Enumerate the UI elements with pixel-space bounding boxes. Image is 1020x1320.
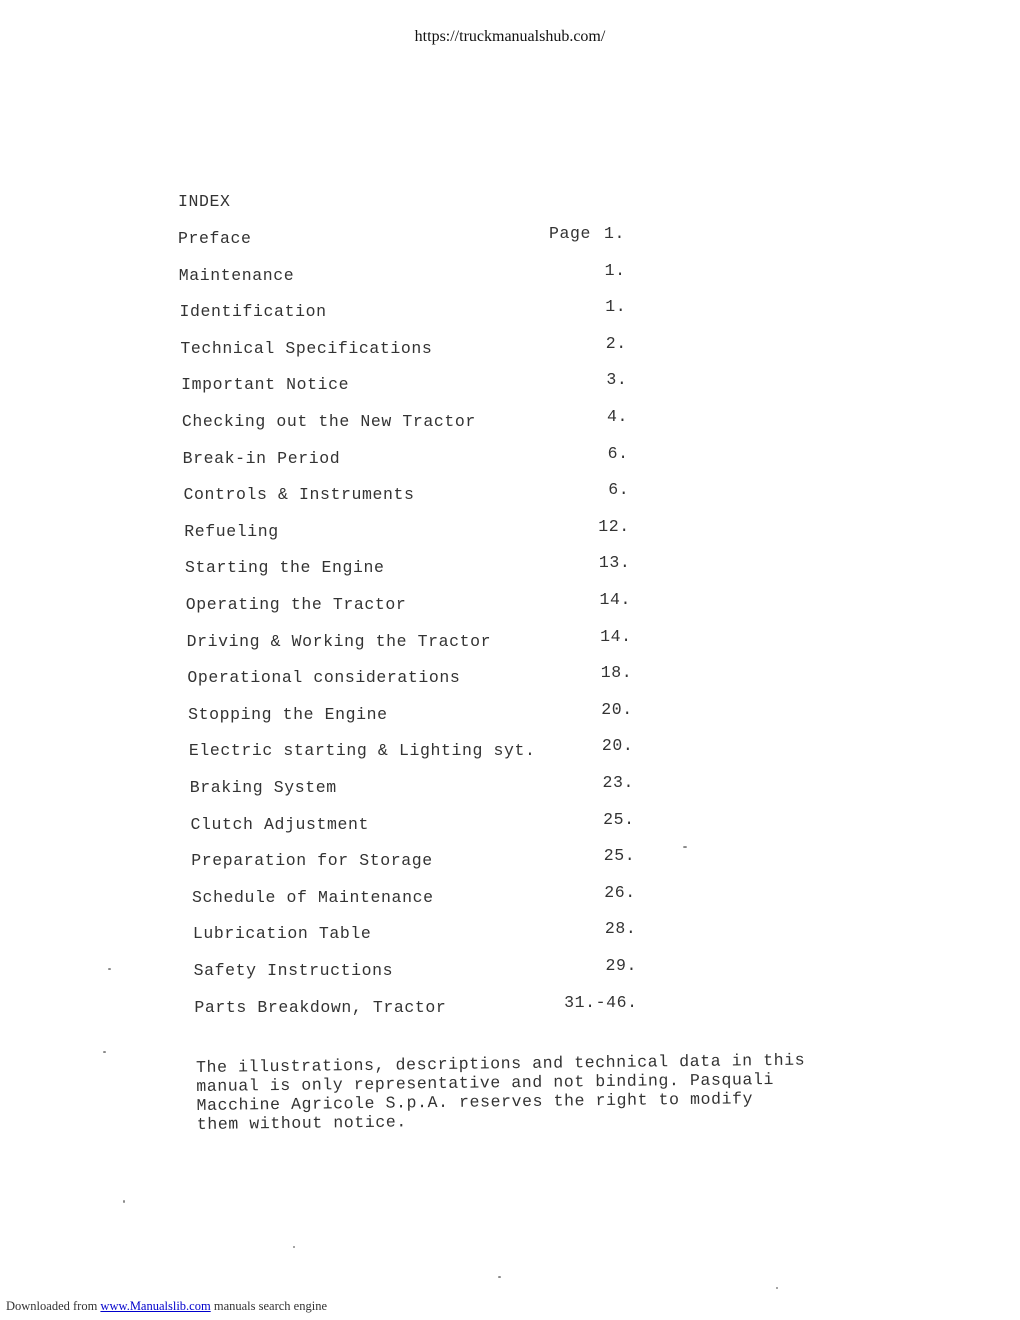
disclaimer-line: Macchine Agricole S.p.A. reserves the right to modify: [196, 1089, 754, 1115]
toc-entry-label: Preparation for Storage: [191, 851, 433, 871]
toc-entry-page: 2.: [605, 333, 627, 353]
toc-entry-label: Checking out the New Tractor: [181, 412, 476, 431]
toc-entry-label: Lubrication Table: [192, 924, 372, 944]
toc-entry-page: 20.: [601, 699, 633, 719]
toc-entry-page: 25.: [603, 809, 635, 829]
toc-entry-page: 6.: [607, 443, 629, 463]
toc-entry-page: 1.: [604, 260, 626, 280]
toc-entry-page: 31.-46.: [564, 992, 638, 1012]
toc-entry-page: 23.: [602, 773, 634, 792]
toc-entry-page: 1.: [603, 224, 625, 243]
scan-speck: [293, 1246, 295, 1248]
toc-entry-label: Parts Breakdown, Tractor: [194, 997, 447, 1017]
toc-entry-page: 14.: [599, 590, 631, 609]
manualslib-link[interactable]: www.Manualslib.com: [100, 1299, 211, 1313]
toc-entry-page: 4.: [606, 407, 628, 426]
disclaimer-line: manual is only representative and not binding. Pasquali: [196, 1069, 775, 1096]
toc-entry-page: 29.: [605, 956, 637, 975]
toc-entry-label: Refueling: [184, 521, 279, 541]
scan-speck: [498, 1276, 501, 1278]
toc-entry-page: 3.: [606, 370, 628, 390]
toc-entry-label: Stopping the Engine: [188, 704, 388, 724]
scan-speck: [683, 846, 687, 848]
toc-entry-page: 14.: [600, 626, 632, 646]
toc-entry-label: Schedule of Maintenance: [192, 887, 434, 907]
toc-entry-label: Safety Instructions: [193, 961, 394, 980]
scan-speck: [123, 1200, 125, 1203]
download-footer: [6, 1299, 327, 1314]
scan-speck: [108, 968, 111, 970]
scan-speck: [103, 1051, 106, 1053]
source-url: https://truckmanualshub.com/: [414, 28, 606, 45]
footer-prefix: Downloaded from: [6, 1299, 101, 1313]
disclaimer-paragraph: [196, 1050, 857, 1134]
toc-entry-label: Important Notice: [181, 375, 350, 395]
toc-entry-label: Preface: [178, 229, 252, 248]
page-column-label: Page: [549, 224, 592, 243]
toc-entry-label: Operating the Tractor: [185, 595, 407, 614]
toc-entry-label: Braking System: [189, 778, 337, 797]
toc-entry-page: 13.: [598, 553, 631, 573]
toc-entry-page: 28.: [604, 919, 637, 939]
index-heading: INDEX: [178, 192, 231, 211]
toc-entry-page: 1.: [605, 297, 627, 317]
toc-entry-page: 12.: [598, 516, 630, 536]
footer-suffix: manuals search engine: [210, 1299, 327, 1313]
toc-entry-page: 25.: [603, 846, 636, 866]
toc-entry-label: Clutch Adjustment: [190, 814, 369, 834]
toc-entry-label: Controls & Instruments: [183, 485, 415, 505]
disclaimer-line: The illustrations, descriptions and technical data in this: [196, 1050, 806, 1077]
disclaimer-line: them without notice.: [196, 1112, 407, 1134]
toc-entry-label: Maintenance: [178, 265, 295, 285]
toc-entry-label: Operational considerations: [187, 668, 461, 688]
toc-entry-label: Identification: [179, 302, 327, 322]
toc-entry-page: 18.: [600, 663, 633, 683]
toc-entry-label: Technical Specifications: [180, 338, 433, 358]
toc-entry-label: Driving & Working the Tractor: [186, 631, 492, 651]
toc-entry-page: 20.: [601, 736, 634, 756]
toc-entry-page: 6.: [608, 480, 630, 500]
toc-entry-label: Electric starting & Lighting syt.: [188, 741, 536, 761]
scan-speck: [776, 1287, 778, 1289]
toc-entry-label: Break-in Period: [182, 448, 341, 468]
toc-entry-page: 26.: [604, 882, 636, 902]
toc-entry-label: Starting the Engine: [185, 558, 385, 578]
